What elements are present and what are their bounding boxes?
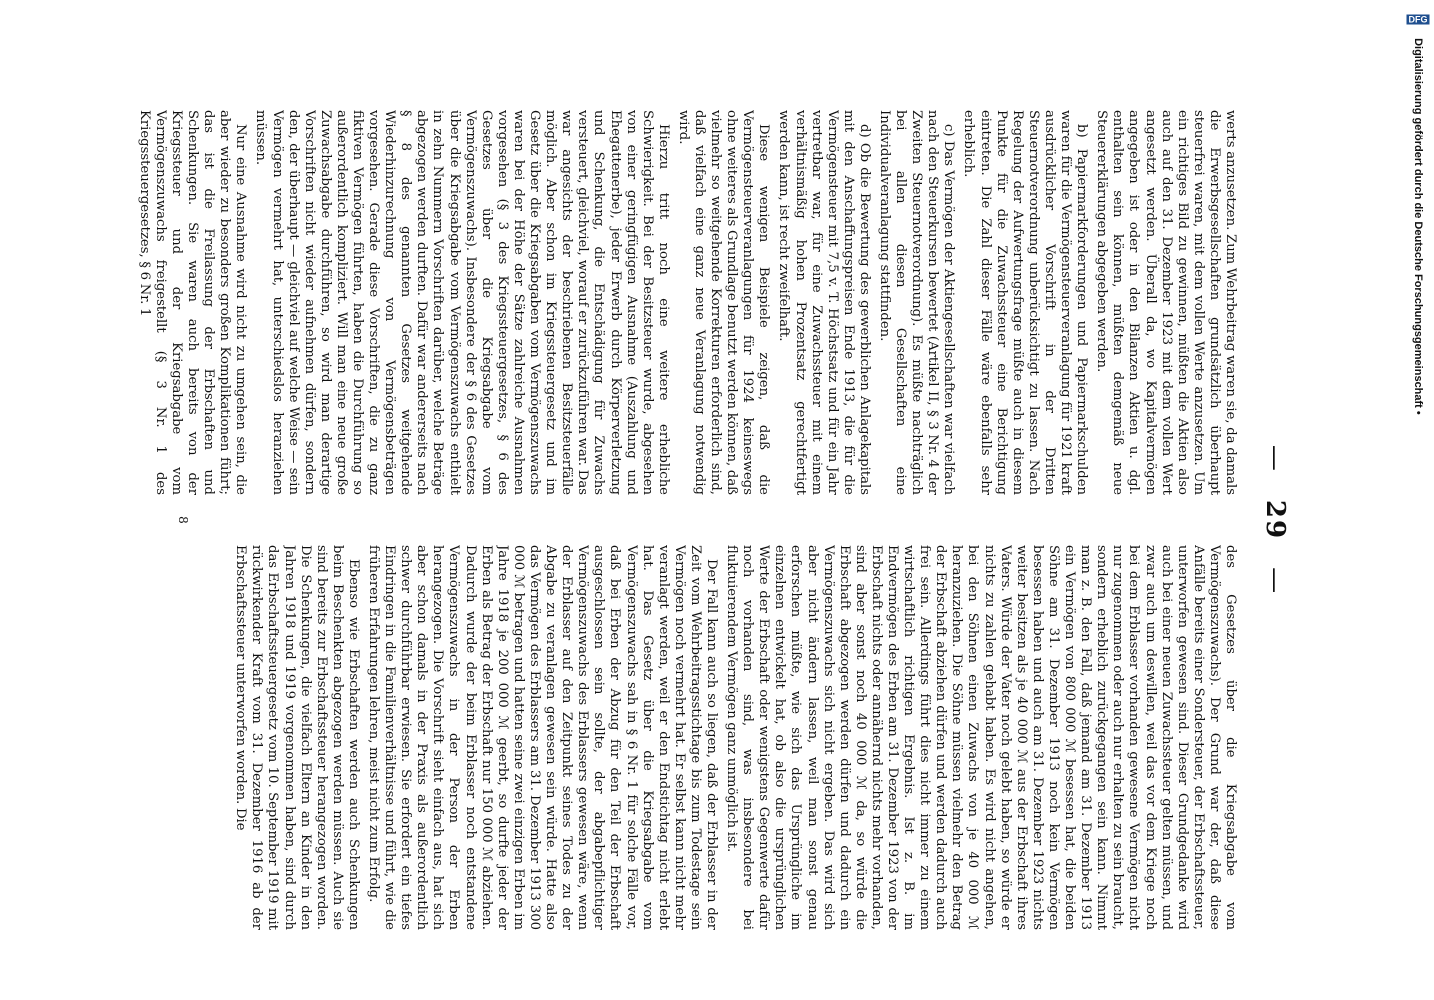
text-columns [108, 110, 1238, 930]
page-header [1240, 90, 1290, 950]
left-paragraph-6: Hierzu tritt noch eine weitere erhebliche Schwierigkeit. Bei der Besitzsteuer wurde, abgesehen von einer geringfügigen Ausnahme (Auszahlung und Ehegattenerbe), jeder Erwerb durch Körperverletzung und Schenkung, die Entschädigung für Zuwachs versteuert, gleichviel, worauf er zurückzuführen war. Das war angesichts der beschriebenen Besitzsteuerfälle möglich. Aber schon im Kriegssteuergesetz und im Gesetz über die Kriegsabgaben vom Vermögenszuwachs waren bei der Höhe der Sätze zahlreiche Ausnahmen vorgesehen (§ 3 des Kriegssteuergesetzes, § 6 des Gesetzes über die Kriegsabgabe vom Vermögenszuwachs). Insbesondere der § 6 des Gesetzes über die Kriegsabgabe vom Vermögenszuwachs enthielt in zehn Nummern Vorschriften darüber, welche Beträge abgezogen werden durften. Dafür war andererseits nach § 8 des genannten Gesetzes weitgehende Wiederhinzurechnung von Vermögensbeträgen vorgesehen. Gerade diese Vorschriften, die zu ganz fiktiven Vermögen führten, haben die Durchführung so außerordentlich kompliziert. Will man eine neue große Zuwachsabgabe durchführen, so wird man derartige Vorschriften nicht wieder aufnehmen dürfen, sondern den, der überhaupt — gleichviel auf welche Weise — sein Vermögen vermehrt hat, unterschiedslos heranziehen müssen. [253, 110, 671, 495]
header-dash-right: — [1260, 567, 1290, 596]
header-dash-left: — [1260, 444, 1290, 473]
left-paragraph-3: c) Das Vermögen der Aktiengesellschaften war vielfach nach den Steuerkursen bewertet (Artikel II, § 3 Nr. 4 der Zweiten Steuernotverordnung). Es müßte nachträglich bei allen diesen Gesellschaften eine Individualveranlagung stattfinden. [877, 110, 957, 495]
right-column [108, 545, 1238, 930]
right-paragraph-3: Ebenso wie Erbschaften werden auch Schenkungen beim Beschenkten abgezogen werden müssen. Auch sie sind bereits zur Erbschaftssteuer herangezogen worden. Die Schenkungen, die vielfach Eltern an Kinder in den Jahren 1918 und 1919 vorgenommen haben, sind durch das Erbschaftssteuergesetz vom 10. September 1919 mit rückwirkender Kraft vom 31. Dezember 1916 ab der Erbschaftssteuer unterworfen worden. Die [233, 545, 361, 930]
digitization-credit [1408, 8, 1428, 728]
left-paragraph-5: Diese wenigen Beispiele zeigen, daß die Vermögensteuerveranlagungen für 1924 keineswegs ohne weiteres als Grundlage benutzt werden können, daß vielmehr so weitgehende Korrekturen erforderlich sind, daß vielfach eine ganz neue Veranlagung notwendig wird. [675, 110, 772, 495]
left-paragraph-2: b) Papiermarkforderungen und Papiermarkschulden waren für die Vermögensteuerveranlagung für 1921 kraft ausdrücklicher Vorschrift in der Dritten Steuernotverordnung unberücksichtigt zu lassen. Nach Regelung der Aufwertungsfrage müßte auch in diesem Punkte für die Zuwachssteuer eine Berichtigung eintreten. Die Zahl dieser Fälle wäre ebenfalls sehr erheblich. [961, 110, 1090, 495]
footer-mark: 8 [176, 516, 190, 524]
dfg-logo-badge: DFG [1408, 14, 1428, 25]
left-paragraph-4: d) Ob die Bewertung des gewerblichen Anlagekapitals mit den Anschaffungspreisen Ende 1913, die für die Vermögensteuer mit 7,5 v. T. Höchstsatz und für ein Jahr vertretbar war, für eine Zuwachssteuer mit einem verhältnismäßig hohen Prozentsatz gerechtfertigt werden kann, ist recht zweifelhaft. [776, 110, 872, 495]
left-paragraph-1: werts anzusetzen. Zum Wehrbeitrag waren sie, da damals die Erwerbsgesellschaften grundsätzlich überhaupt steuerfrei waren, mit dem vollen Werte anzusetzen. Um ein richtiges Bild zu gewinnen, müßten die Aktien also auch auf den 31. Dezember 1923 mit dem vollen Wert angesetzt werden. Überall da, wo Kapitalvermögen angegeben ist oder in den Bilanzen Aktien u. dgl. enthalten sein können, müßten demgemäß neue Steuererklärungen abgegeben werden. [1094, 110, 1238, 495]
credit-text: Digitalisierung gefördert durch die Deutsche Forschungsgemeinschaft • [1412, 38, 1424, 415]
page-number: 29 [1260, 499, 1290, 541]
left-column [108, 110, 1238, 495]
right-paragraph-2: Der Fall kann auch so liegen, daß der Erblasser in der Zeit vom Wehrbeitragsstichtage bis zum Todestage sein Vermögen noch vermehrt hat. Er selbst kann nicht mehr veranlagt werden, weil er den Endstichtag nicht erlebt hat. Das Gesetz über die Kriegsabgabe vom Vermögenszuwachs sah in § 6 Nr. 1 für solche Fälle vor, daß bei Erben der Abzug für den Teil der Erbschaft ausgeschlossen sein sollte, der abgabepflichtiger Vermögenszuwachs des Erblassers gewesen wäre, wenn der Erblasser auf den Zeitpunkt seines Todes zu der Abgabe zu veranlagen gewesen sein würde. Hatte also das Vermögen des Erblassers am 31. Dezember 1913 300 000 ℳ betragen und hatten seine zwei einzigen Erben im Jahre 1918 je 200 000 ℳ geerbt, so durfte jeder der Erben als Betrag der Erbschaft nur 150 000 ℳ abziehen. Dadurch wurde der beim Erblasser noch entstandene Vermögenszuwachs in der Person der Erben herangezogen. Die Vorschrift sieht einfach aus, hat sich aber schon damals in der Praxis als außerordentlich schwer durchführbar erwiesen. Sie erfordert ein tiefes Eindringen in die Familienverhältnisse und führt, wie die früheren Erfahrungen lehren, meist nicht zum Erfolg. [366, 545, 719, 930]
right-paragraph-1: des Gesetzes über die Kriegsabgabe vom Vermögenszuwachs). Der Grund war der, daß diese Anfälle bereits einer Sondersteuer, der Erbschaftssteuer, unterworfen gewesen sind. Dieser Grundgedanke wird auch bei einer neuen Zuwachssteuer gelten müssen, und zwar auch um deswillen, weil das vor dem Kriege noch bei dem Erblasser vorhanden gewesene Vermögen nicht nur zugenommen oder auch nur erhalten zu sein braucht, sondern erheblich zurückgegangen sein kann. Nimmt man z. B. den Fall, daß jemand am 31. Dezember 1913 ein Vermögen von 800 000 ℳ besessen hat, die beiden Söhne am 31. Dezember 1913 noch kein Vermögen besessen haben und auch am 31. Dezember 1923 nichts weiter besitzen als je 40 000 ℳ aus der Erbschaft ihres Vaters. Würde der Vater noch gelebt haben, so würde er nichts zu zahlen gehabt haben. Es wird nicht angehen, bei den Söhnen einen Zuwachs von je 40 000 ℳ heranzuziehen. Die Söhne müssen vielmehr den Betrag der Erbschaft abziehen dürfen und werden dadurch auch frei sein. Allerdings führt dies nicht immer zu einem wirtschaftlich richtigen Ergebnis. Ist z. B. im Endvermögen des Erben am 31. Dezember 1923 von der Erbschaft nichts oder annähernd nichts mehr vorhanden, sind aber sonst noch 40 000 ℳ da, so würde die Erbschaft abgezogen werden dürfen und dadurch ein Vermögenszuwachs sich nicht ergeben. Das wird sich aber nicht ändern lassen, weil man sonst genau erforschen müßte, wie sich das Ursprüngliche im einzelnen entwickelt hat, ob also die ursprünglichen Werte der Erbschaft oder wenigstens Gegenwerte dafür noch vorhanden sind, was insbesondere bei fluktuierendem Vermögen ganz unmöglich ist. [724, 545, 1238, 930]
rotated-page [100, 90, 1290, 950]
left-paragraph-7: Nur eine Ausnahme wird nicht zu umgehen sein, die aber wieder zu besonders großen Komplikationen führt; das ist die Freilassung der Erbschaften und Schenkungen. Sie waren auch bereits von der Kriegssteuer und der Kriegsabgabe vom Vermögenszuwachs freigestellt (§ 3 Nr. 1 des Kriegssteuergesetzes, § 6 Nr. 1 [136, 110, 249, 495]
